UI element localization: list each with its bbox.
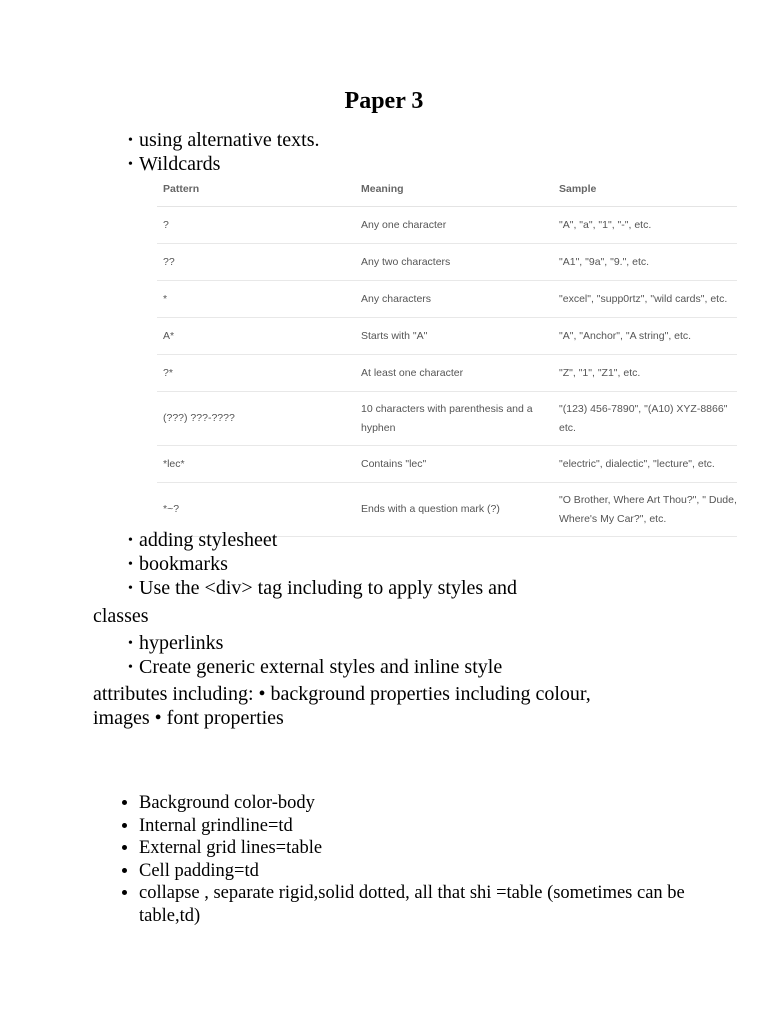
list-item: • Background color-body xyxy=(139,792,739,815)
sample-cell: "A", "a", "1", "-", etc. xyxy=(553,207,737,244)
bullet-generic-styles-continuation: attributes including: • background properties including colour, xyxy=(93,683,591,705)
meaning-cell: Ends with a question mark (?) xyxy=(355,483,553,537)
bullet-alt-texts xyxy=(128,128,320,153)
sample-cell: "excel", "supp0rtz", "wild cards", etc. xyxy=(553,281,737,318)
notes-list xyxy=(93,792,739,927)
bullet-icon: • xyxy=(128,660,133,675)
pattern-cell: A* xyxy=(157,318,355,355)
table-row xyxy=(157,281,737,318)
list-item: • Internal grindline=td xyxy=(139,815,739,838)
bullet-adding-stylesheet xyxy=(128,528,277,553)
meaning-cell: Any one character xyxy=(355,207,553,244)
list-item: • collapse , separate rigid,solid dotted, all that shi =table (sometimes can be table,td) xyxy=(139,882,739,927)
bullet-text: using alternative texts. xyxy=(139,129,320,151)
bullet-generic-styles-continuation: images • font properties xyxy=(93,707,284,729)
sample-cell: "Z", "1", "Z1", etc. xyxy=(553,355,737,392)
pattern-cell: * xyxy=(157,281,355,318)
pattern-cell: *lec* xyxy=(157,446,355,483)
sample-cell: "electric", dialectic", "lecture", etc. xyxy=(553,446,737,483)
page-title: Paper 3 xyxy=(344,88,424,114)
bullet-icon: • xyxy=(128,157,133,172)
bullet-div-tag xyxy=(128,576,517,601)
pattern-cell: ?? xyxy=(157,244,355,281)
pattern-cell: (???) ???-???? xyxy=(157,392,355,446)
bullet-icon: • xyxy=(128,133,133,148)
bullet-text: Use the <div> tag including to apply styles and xyxy=(139,577,518,599)
meaning-cell: Any two characters xyxy=(355,244,553,281)
bullet-text: Create generic external styles and inline style xyxy=(139,656,503,678)
wildcard-table xyxy=(157,172,737,537)
meaning-cell: At least one character xyxy=(355,355,553,392)
bullet-bookmarks xyxy=(128,552,228,577)
bullet-icon: • xyxy=(128,636,133,651)
column-header-meaning: Meaning xyxy=(355,172,553,207)
pattern-cell: ?* xyxy=(157,355,355,392)
table-header-row xyxy=(157,172,737,207)
meaning-cell: 10 characters with parenthesis and a hyphen xyxy=(355,392,553,446)
bullet-icon: • xyxy=(128,533,133,548)
pattern-cell: *~? xyxy=(157,483,355,537)
bullet-generic-styles xyxy=(128,655,502,680)
pattern-cell: ? xyxy=(157,207,355,244)
bullet-text: hyperlinks xyxy=(139,632,224,654)
table-row xyxy=(157,244,737,281)
bullet-text: bookmarks xyxy=(139,553,228,575)
sample-cell: "A", "Anchor", "A string", etc. xyxy=(553,318,737,355)
list-item: • Cell padding=td xyxy=(139,860,739,883)
meaning-cell: Any characters xyxy=(355,281,553,318)
sample-cell: "A1", "9a", "9.", etc. xyxy=(553,244,737,281)
sample-cell: "(123) 456-7890", "(A10) XYZ-8866" etc. xyxy=(553,392,737,446)
table-row xyxy=(157,318,737,355)
table-row xyxy=(157,446,737,483)
bullet-text: adding stylesheet xyxy=(139,529,278,551)
table-row xyxy=(157,392,737,446)
sample-cell: "O Brother, Where Art Thou?", " Dude, Where's My Car?", etc. xyxy=(553,483,737,537)
bullet-icon: • xyxy=(128,581,133,596)
column-header-sample: Sample xyxy=(553,172,737,207)
column-header-pattern: Pattern xyxy=(157,172,355,207)
bullet-text: Wildcards xyxy=(139,153,221,175)
list-item: • External grid lines=table xyxy=(139,837,739,860)
meaning-cell: Starts with "A" xyxy=(355,318,553,355)
table-row xyxy=(157,207,737,244)
meaning-cell: Contains "lec" xyxy=(355,446,553,483)
table-row xyxy=(157,355,737,392)
bullet-div-tag-continuation: classes xyxy=(93,605,149,627)
bullet-icon: • xyxy=(128,557,133,572)
bullet-hyperlinks xyxy=(128,631,223,656)
